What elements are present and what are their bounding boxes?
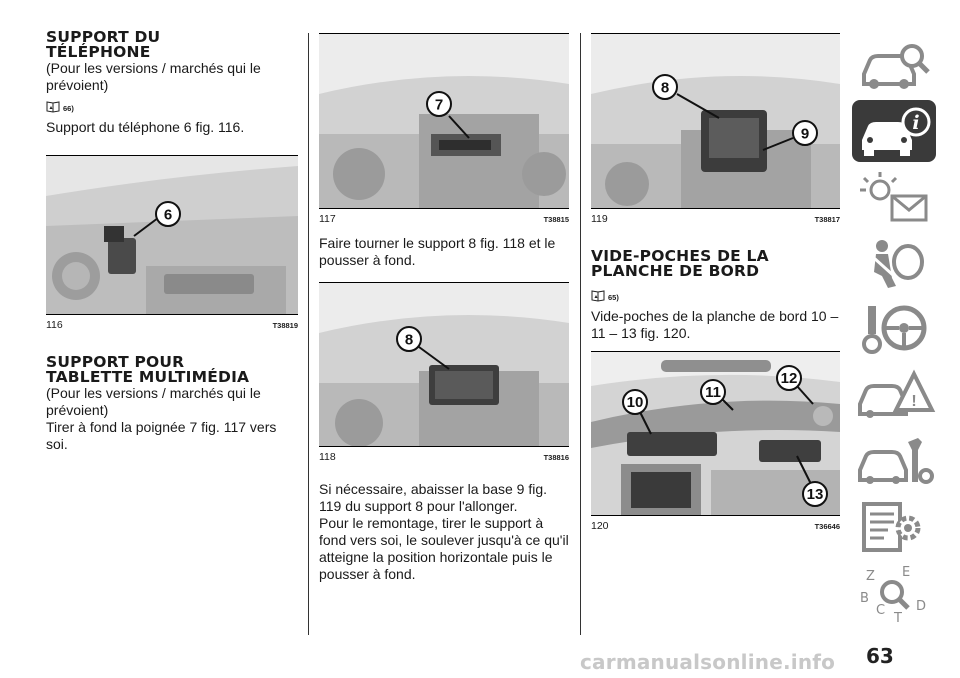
callout-9: 9 (800, 125, 810, 143)
phone-holder-illustration (46, 156, 298, 314)
page-number: 63 (866, 644, 894, 668)
availability-note: (Pour les versions / marchés qui le prévoient) (46, 60, 261, 93)
column-divider (580, 33, 581, 635)
column-right (591, 30, 840, 532)
index-letter: D (916, 599, 927, 614)
chapter-index-sidebar (852, 34, 936, 628)
warning-reference (591, 286, 840, 302)
index-letter: Z (866, 569, 875, 584)
compartments-text: Vide-poches de la planche de bord 10 – 11 – 13 fig. 120. (591, 308, 839, 341)
figure-caption (591, 213, 840, 225)
warning-book-icon (591, 288, 605, 302)
callout-8: 8 (404, 331, 414, 349)
car-warning-triangle-icon[interactable] (852, 364, 936, 426)
figure-code: T38819 (272, 321, 298, 330)
figure-caption (319, 451, 569, 463)
key-steering-icon[interactable] (852, 298, 936, 360)
refit-text: Pour le remontage, tirer le support à fond vers soi, le soulever jusqu'à ce qu'il atteigne la position horizontale puis le pousser à fond. (319, 515, 569, 582)
section-title-dashboard-compartments: VIDE-POCHES DE LA PLANCHE DE BORD (591, 247, 769, 280)
figure-119 (591, 33, 840, 209)
figure-number: 116 (46, 319, 63, 331)
section-title-tablet-holder: SUPPORT POUR TABLETTE MULTIMÉDIA (46, 353, 250, 386)
figure-120 (591, 351, 840, 516)
figure-number: 120 (591, 520, 609, 532)
index-letter: E (902, 565, 911, 580)
figure-117 (319, 33, 569, 209)
dashboard-compartments-illustration (591, 352, 840, 515)
document-settings-icon[interactable] (852, 496, 936, 558)
column-divider (308, 33, 309, 635)
warning-book-icon (46, 99, 60, 113)
figure-code: T36646 (814, 522, 840, 531)
callout-13: 13 (806, 486, 824, 503)
car-tools-icon[interactable] (852, 430, 936, 492)
lower-base-text: Si nécessaire, abaisser la base 9 fig. 119 du support 8 pour l'allonger. (319, 481, 548, 514)
figure-number: 119 (591, 213, 608, 225)
tablet-holder-handle-illustration (319, 34, 569, 208)
callout-11: 11 (705, 384, 721, 401)
figure-caption (319, 213, 569, 225)
callout-8: 8 (660, 79, 670, 97)
car-info-icon[interactable] (852, 100, 936, 162)
warning-ref-number: 65) (608, 293, 619, 302)
tablet-support-extended-illustration (591, 34, 840, 208)
figure-code: T38816 (543, 453, 569, 462)
figure-118 (319, 282, 569, 447)
figure-code: T38815 (543, 215, 569, 224)
index-letter: C (876, 603, 886, 618)
index-search-icon[interactable] (852, 562, 936, 624)
section-title-phone-holder: SUPPORT DU TÉLÉPHONE (46, 28, 161, 61)
rotate-support-text: Faire tourner le support 8 fig. 118 et le pousser à fond. (319, 235, 556, 268)
figure-caption (46, 319, 298, 331)
index-letter: T (894, 611, 902, 624)
availability-note: (Pour les versions / marchés qui le prévoient) (46, 385, 261, 418)
warning-reference (46, 97, 298, 113)
callout-10: 10 (626, 394, 644, 411)
tablet-holder-text: Tirer à fond la poignée 7 fig. 117 vers soi. (46, 419, 277, 452)
callout-12: 12 (780, 370, 798, 387)
warning-ref-number: 66) (63, 104, 74, 113)
warning-light-icon[interactable] (852, 166, 936, 228)
figure-code: T38817 (814, 215, 840, 224)
svg-text:i: i (912, 112, 920, 134)
phone-holder-text: Support du téléphone 6 fig. 116. (46, 119, 245, 135)
airbag-seatbelt-icon[interactable] (852, 232, 936, 294)
watermark: carmanualsonline.info (580, 650, 836, 674)
svg-text:!: ! (911, 393, 917, 410)
tablet-support-rotated-illustration (319, 283, 569, 446)
figure-number: 117 (319, 213, 336, 225)
column-middle (319, 30, 569, 583)
figure-caption (591, 520, 840, 532)
car-search-icon[interactable] (852, 34, 936, 96)
index-letter: B (860, 591, 869, 606)
figure-116 (46, 155, 298, 315)
figure-number: 118 (319, 451, 336, 463)
callout-6: 6 (163, 206, 173, 224)
column-left (46, 30, 298, 453)
callout-7: 7 (434, 96, 444, 114)
